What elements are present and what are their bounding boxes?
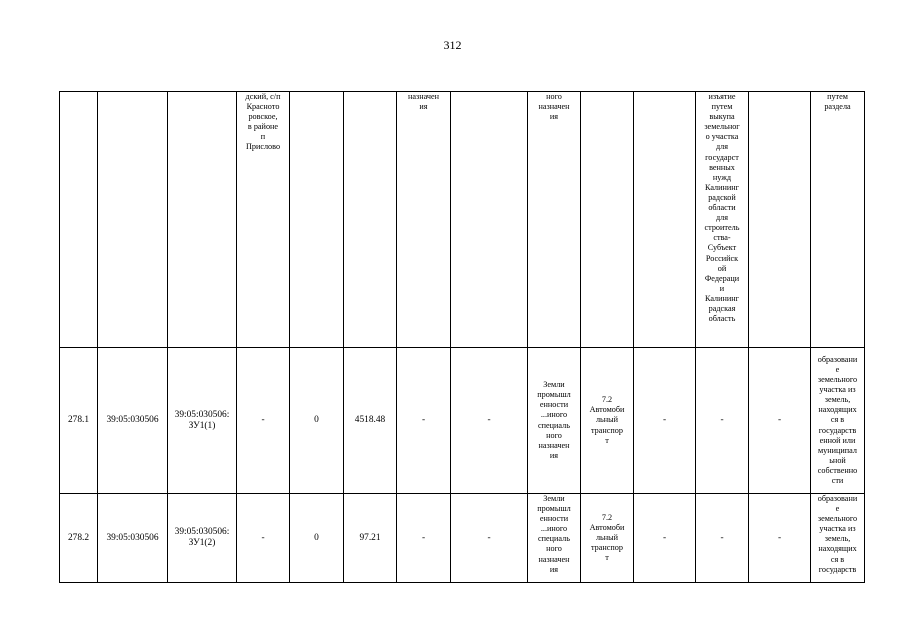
cadastral-quarter-cell: 39:05:030506 <box>98 494 168 583</box>
seizure-note-cell: изъятие путем выкупа земельног о участка для государст венных нужд Калининг радской области для строитель ства- Субъект Российск ой Федераци и Калининг радская область <box>696 92 749 348</box>
value-cell: 0 <box>290 494 344 583</box>
seizure-note-cell: - <box>696 494 749 583</box>
area-cell: 4518.48 <box>344 348 397 494</box>
purpose-cell: назначен ия <box>397 92 451 348</box>
page-number: 312 <box>443 38 462 52</box>
land-register-table <box>59 91 865 583</box>
info-cell <box>634 92 696 348</box>
cadastral-quarter-cell: 39:05:030506 <box>98 348 168 494</box>
location-cell: - <box>237 348 290 494</box>
info-cell: - <box>749 348 811 494</box>
permitted-use-cell: 7.2 Автомоби льный транспор т <box>581 494 634 583</box>
table-row <box>60 494 865 583</box>
cadastral-quarter-cell <box>98 92 168 348</box>
row-number-cell: 278.1 <box>60 348 98 494</box>
info-cell: - <box>749 494 811 583</box>
permitted-use-cell: 7.2 Автомоби льный транспор т <box>581 348 634 494</box>
formation-method-cell: образовани е земельного участка из земель, находящих ся в государств енной или муниципал ьной собственно сти <box>811 348 865 494</box>
formation-method-cell: путем раздела <box>811 92 865 348</box>
permitted-use-cell <box>581 92 634 348</box>
info-cell: - <box>634 494 696 583</box>
info-cell: - <box>451 348 528 494</box>
info-cell: - <box>451 494 528 583</box>
land-category-cell: Земли промышл енности ...иного специаль ного назначен ия <box>528 348 581 494</box>
table-row <box>60 92 865 348</box>
plot-designation-cell: 39:05:030506: ЗУ1(1) <box>168 348 237 494</box>
row-number-cell: 278.2 <box>60 494 98 583</box>
purpose-cell: - <box>397 494 451 583</box>
value-cell <box>290 92 344 348</box>
plot-designation-cell <box>168 92 237 348</box>
area-cell <box>344 92 397 348</box>
value-cell: 0 <box>290 348 344 494</box>
land-category-cell: Земли промышл енности ...иного специаль ного назначен ия <box>528 494 581 583</box>
location-cell: дский, с/п Краснoто ровское, в районе п Прислово <box>237 92 290 348</box>
info-cell <box>451 92 528 348</box>
formation-method-cell: образовани е земельного участка из земель, находящих ся в государств <box>811 494 865 583</box>
land-category-cell: ного назначен ия <box>528 92 581 348</box>
info-cell: - <box>634 348 696 494</box>
area-cell: 97.21 <box>344 494 397 583</box>
row-number-cell <box>60 92 98 348</box>
table-row <box>60 348 865 494</box>
location-cell: - <box>237 494 290 583</box>
plot-designation-cell: 39:05:030506: ЗУ1(2) <box>168 494 237 583</box>
purpose-cell: - <box>397 348 451 494</box>
seizure-note-cell: - <box>696 348 749 494</box>
info-cell <box>749 92 811 348</box>
